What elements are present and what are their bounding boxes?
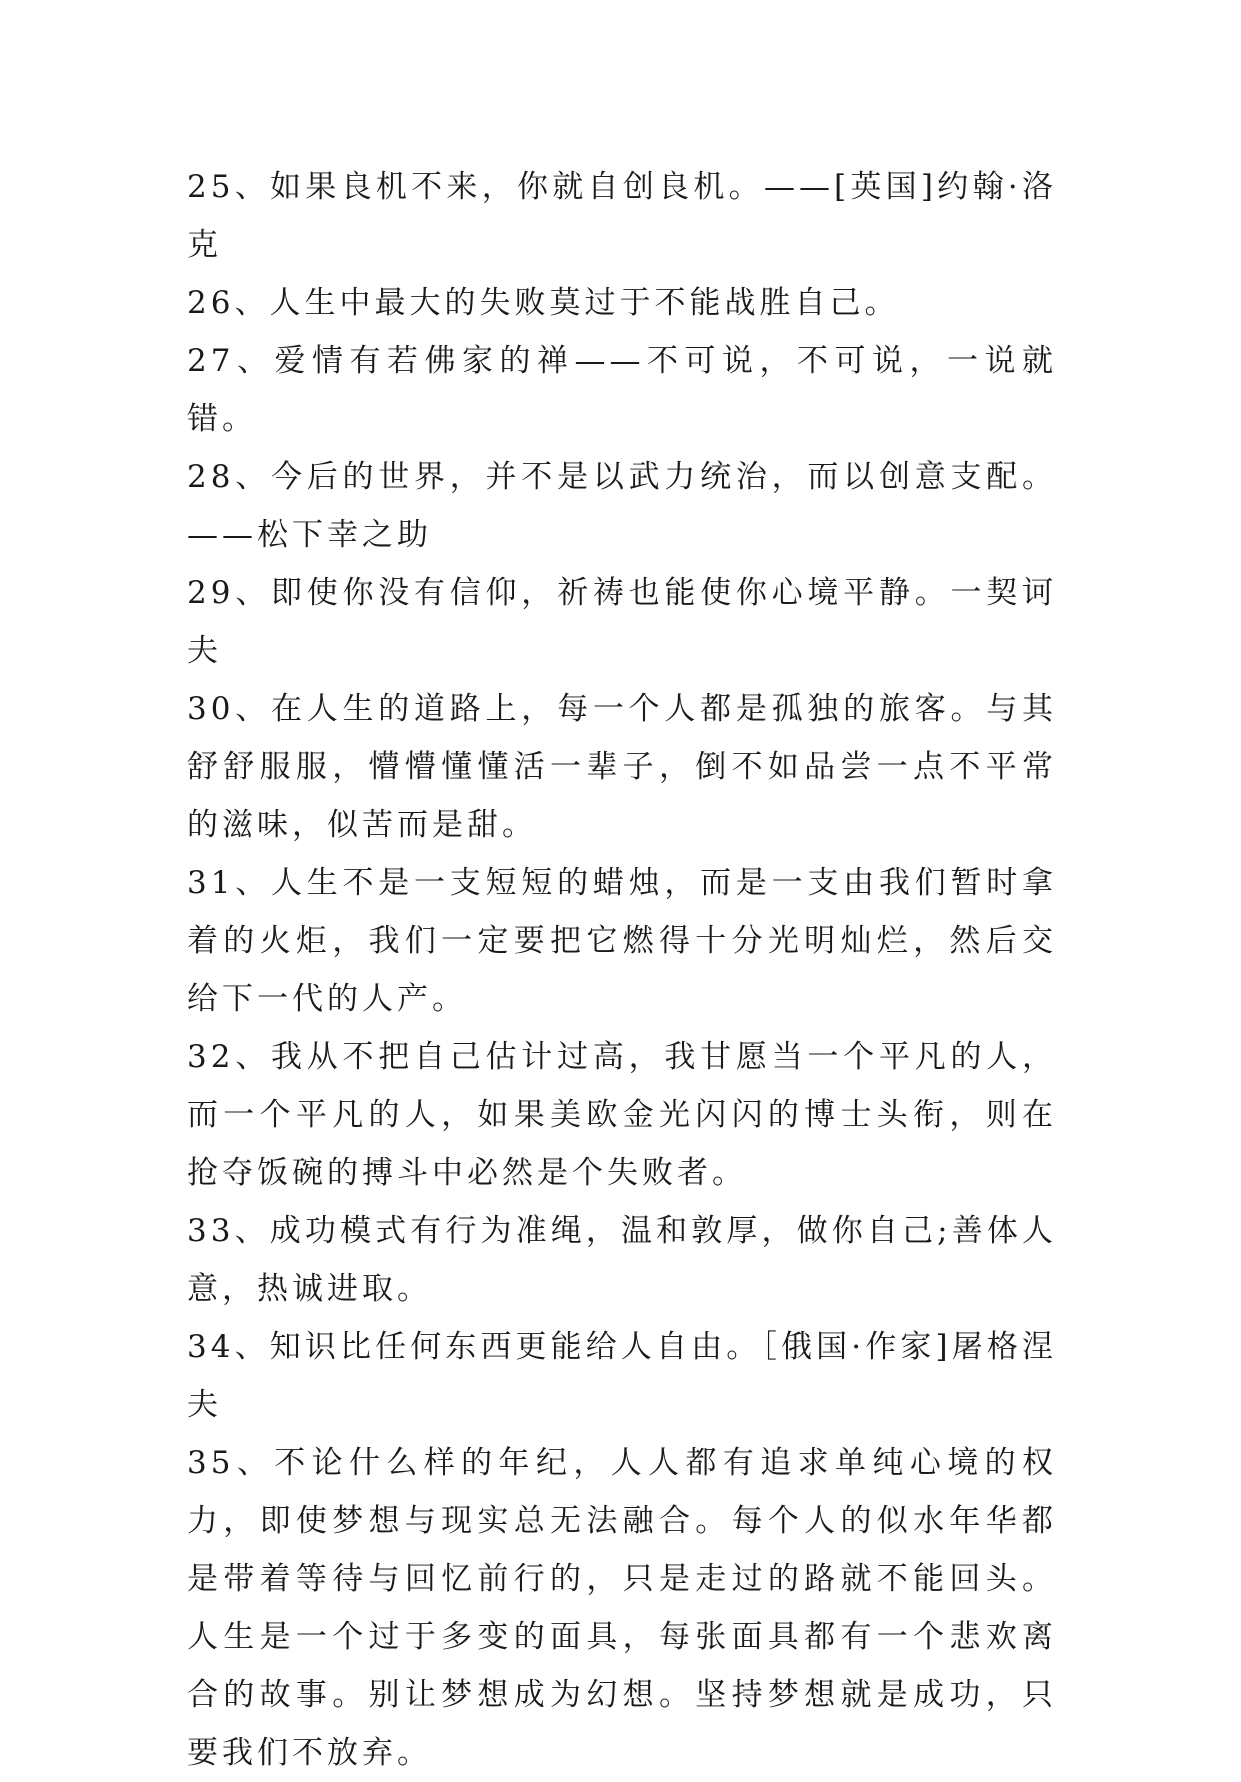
quote-35: 35、不论什么样的年纪，人人都有追求单纯心境的权力，即使梦想与现实总无法融合。每个人的似水年华都是带着等待与回忆前行的，只是走过的路就不能回头。人生是一个过于多变的面具，每张面具都有一个悲欢离合的故事。别让梦想成为幻想。坚持梦想就是成功，只要我们不放弃。 xyxy=(187,1445,1057,1771)
quote-27: 27、爱情有若佛家的禅——不可说，不可说，一说就错。 xyxy=(187,343,1057,437)
quote-26: 26、人生中最大的失败莫过于不能战胜自己。 xyxy=(187,285,900,321)
quote-28: 28、今后的世界，并不是以武力统治，而以创意支配。——松下幸之助 xyxy=(187,459,1057,553)
quote-33: 33、成功模式有行为准绳，温和敦厚，做你自己;善体人意，热诚进取。 xyxy=(187,1213,1057,1307)
quote-30: 30、在人生的道路上，每一个人都是孤独的旅客。与其舒舒服服，懵懵懂懂活一辈子，倒不如品尝一点不平常的滋味，似苦而是甜。 xyxy=(187,691,1057,843)
quote-31: 31、人生不是一支短短的蜡烛，而是一支由我们暂时拿着的火炬，我们一定要把它燃得十分光明灿烂，然后交给下一代的人产。 xyxy=(187,865,1057,1017)
quote-list xyxy=(187,158,1057,1782)
quote-32: 32、我从不把自己估计过高，我甘愿当一个平凡的人，而一个平凡的人，如果美欧金光闪闪的博士头衔，则在抢夺饭碗的搏斗中必然是个失败者。 xyxy=(187,1039,1057,1191)
quote-34: 34、知识比任何东西更能给人自由。［俄国·作家]屠格涅夫 xyxy=(187,1329,1057,1423)
quote-29: 29、即使你没有信仰，祈祷也能使你心境平静。一契诃夫 xyxy=(187,575,1057,669)
quote-25: 25、如果良机不来，你就自创良机。——[英国]约翰·洛克 xyxy=(187,169,1057,263)
